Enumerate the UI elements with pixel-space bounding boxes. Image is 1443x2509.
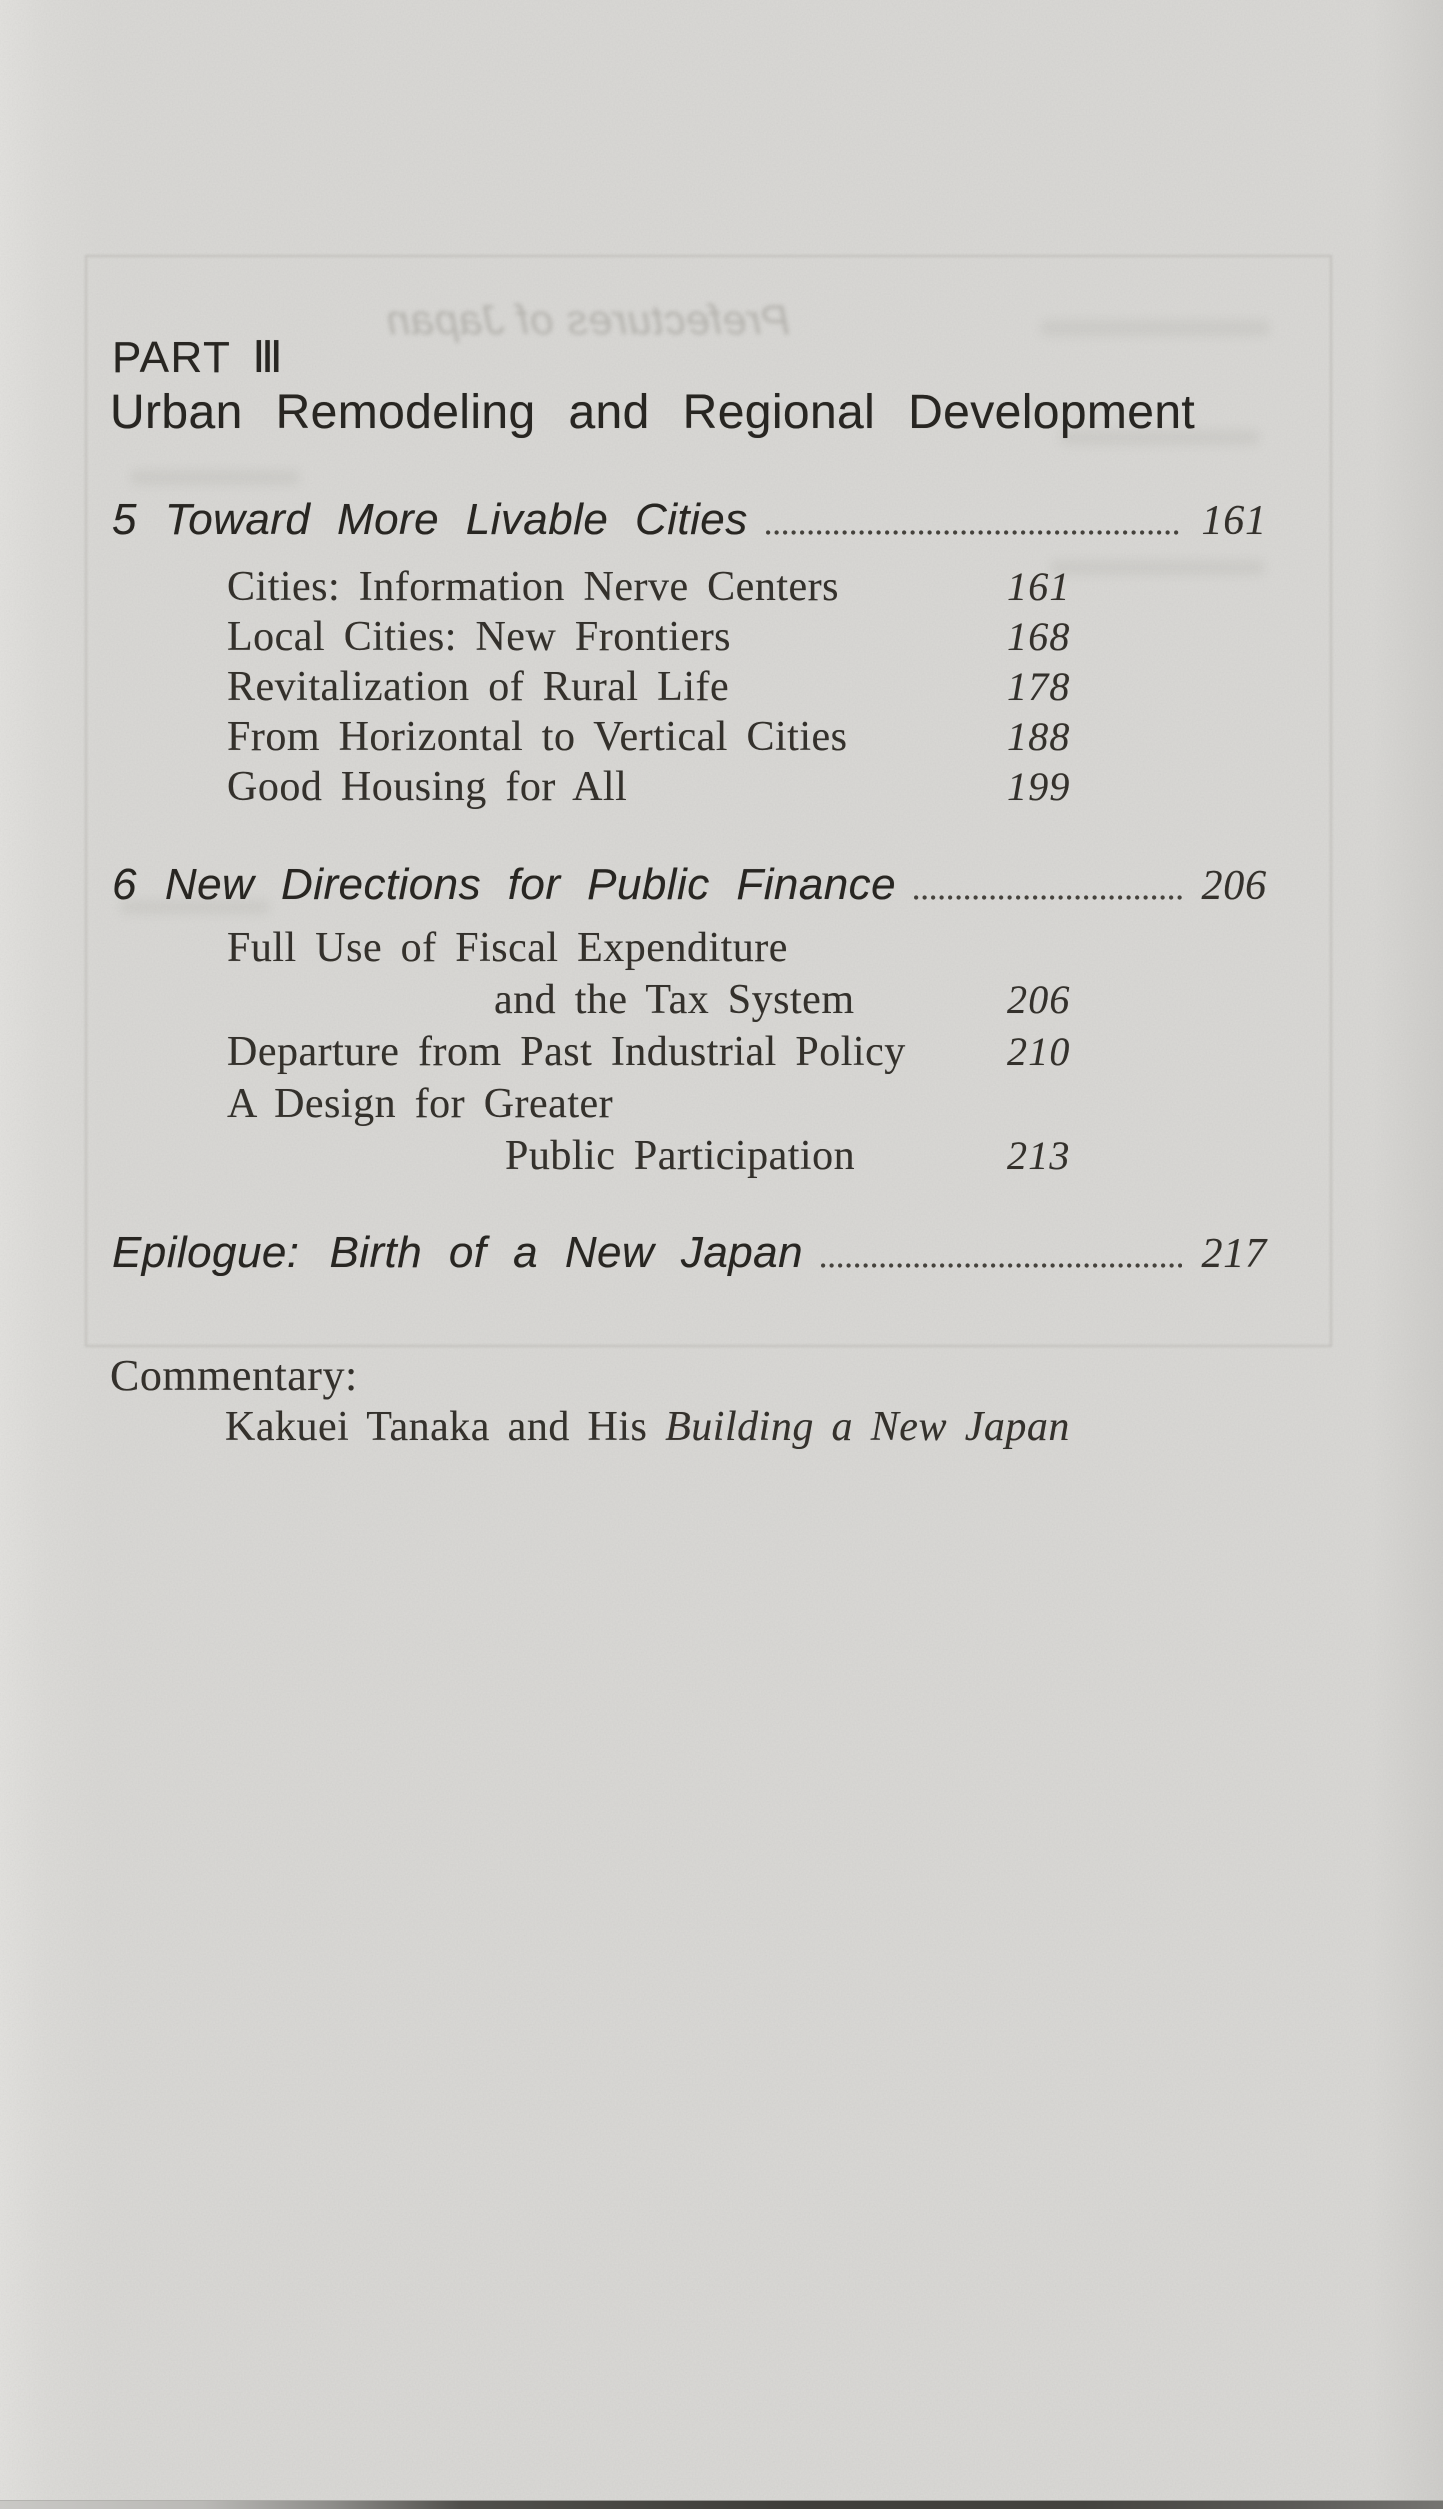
toc-item-page-number: 178 [1007,664,1071,709]
toc-item-page-number: 188 [1007,714,1071,759]
part-number-label: PART Ⅲ [112,333,285,382]
toc-item [227,922,1307,974]
dotted-leader [766,530,1182,535]
toc-item-page-number: 161 [1007,564,1071,609]
toc-chapter-6-heading [112,861,1267,909]
toc-item-title: Departure from Past Industrial Policy [227,1029,906,1075]
toc-item [227,1130,1307,1182]
toc-item-page-number: 199 [1007,764,1071,809]
toc-item [227,1026,1307,1078]
chapter-page-number: 161 [1201,498,1267,544]
toc-item-page-number: 206 [1007,977,1071,1022]
toc-item-title: Full Use of Fiscal Expenditure [227,925,788,971]
toc-item-title: From Horizontal to Vertical Cities [227,714,848,760]
chapter-number: 6 [112,860,137,909]
commentary-author-text: Kakuei Tanaka and His [225,1404,666,1450]
toc-chapter-6-sections [227,922,1307,1182]
epilogue-title: Birth of a New Japan [329,1228,803,1277]
showthrough-mirrored-title: Prefectures of Japan [385,296,790,343]
toc-item-title: Local Cities: New Frontiers [227,614,732,660]
toc-item-title: Good Housing for All [227,764,628,810]
chapter-title: Toward More Livable Cities [164,495,748,544]
epilogue-label: Epilogue: [112,1228,300,1277]
toc-item [227,762,1307,812]
commentary-text [225,1406,1070,1448]
toc-item-title: Public Participation [505,1133,856,1179]
toc-item-title: Revitalization of Rural Life [227,664,730,710]
commentary-book-title: Building a New Japan [665,1404,1070,1450]
toc-item [227,974,1307,1026]
dotted-leader [821,1263,1182,1268]
toc-item-title: A Design for Greater [227,1081,614,1127]
toc-chapter-5-heading [112,496,1267,544]
toc-item [227,662,1307,712]
part-title: Urban Remodeling and Regional Development [110,386,1196,439]
toc-item-page-number: 213 [1007,1133,1071,1178]
toc-item [227,612,1307,662]
dotted-leader [914,895,1182,900]
toc-item [227,562,1307,612]
chapter-page-number: 206 [1201,863,1267,909]
toc-chapter-5-sections [227,562,1307,812]
chapter-title: New Directions for Public Finance [164,860,897,909]
chapter-number: 5 [112,495,137,544]
showthrough-smudge [1040,320,1270,336]
toc-item-page-number: 168 [1007,614,1071,659]
toc-item-title: Cities: Information Nerve Centers [227,564,839,610]
showthrough-smudge [130,470,300,485]
page-bottom-edge [0,2500,1443,2509]
toc-item [227,1078,1307,1130]
epilogue-page-number: 217 [1201,1231,1267,1277]
commentary-label: Commentary: [110,1351,358,1400]
toc-epilogue-heading [112,1229,1267,1277]
toc-item [227,712,1307,762]
toc-item-title: and the Tax System [494,977,855,1023]
toc-item-page-number: 210 [1007,1029,1071,1074]
